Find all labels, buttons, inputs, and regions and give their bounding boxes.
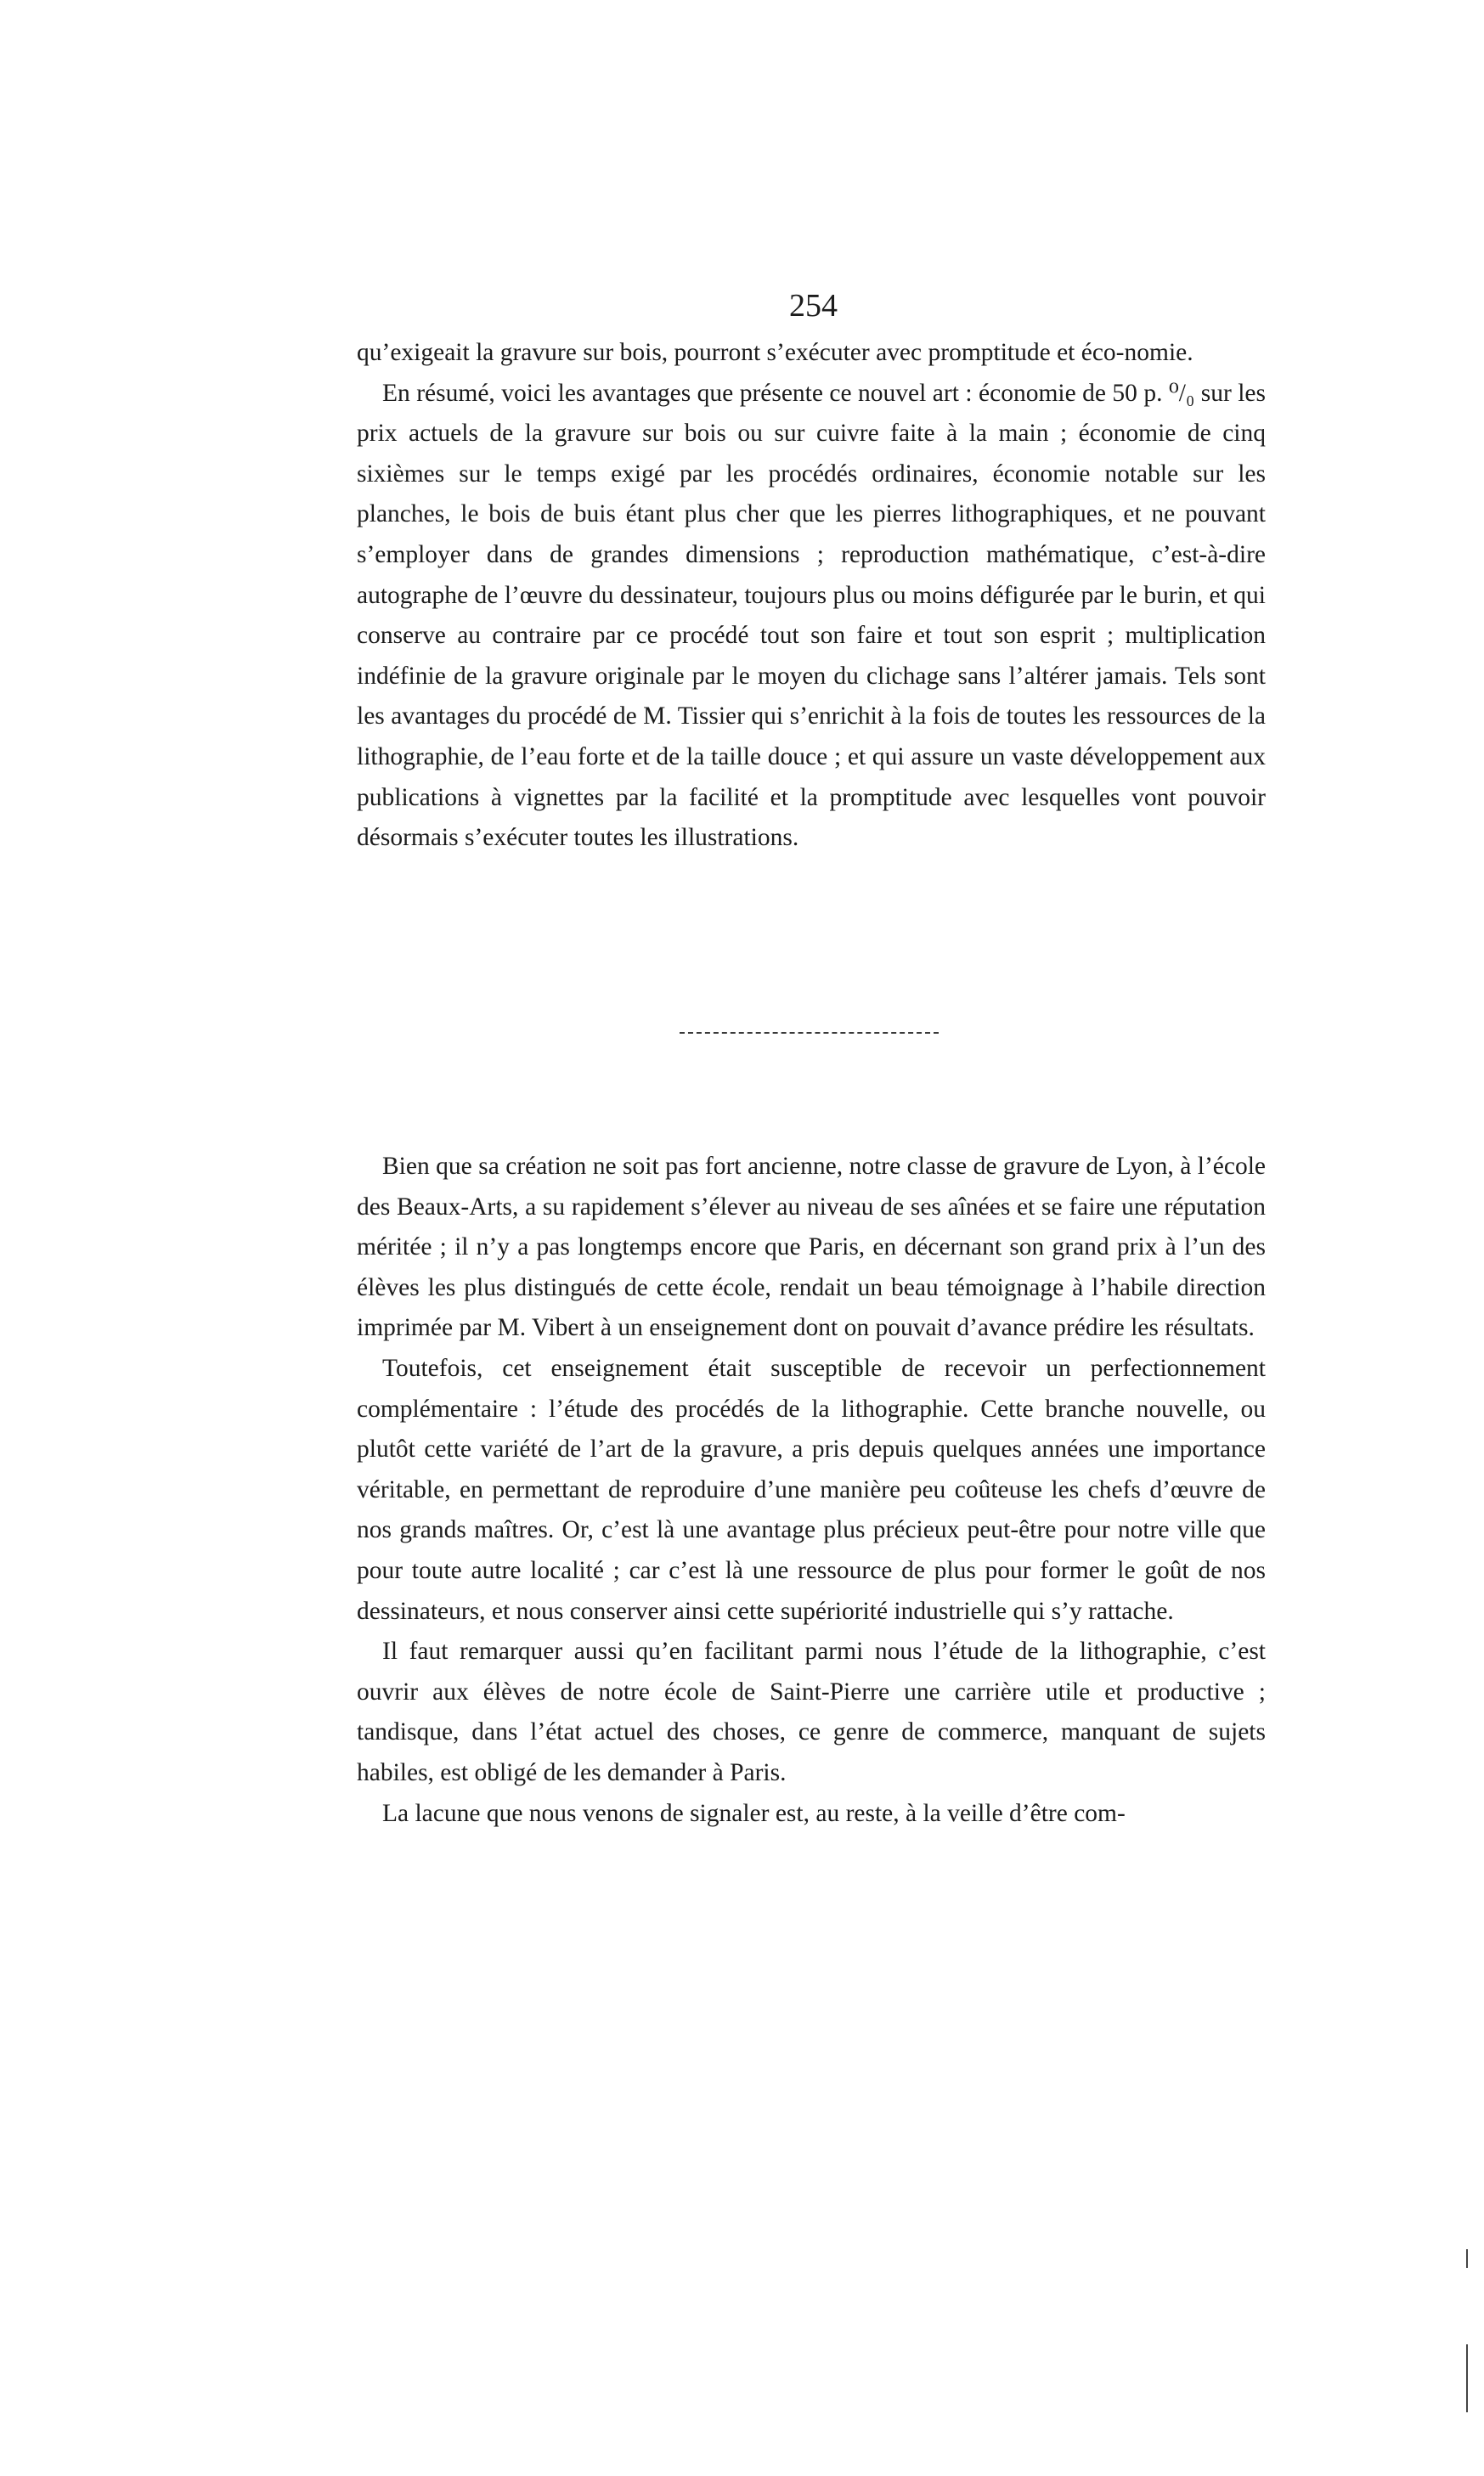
paragraph-classe-gravure: Bien que sa création ne soit pas fort ancienne, notre classe de gravure de Lyon, à l’école des Beaux-Arts, a su rapidement s’élever au niveau de ses aînées et se faire une réputation méritée ; il n’y a pas longtemps encore que Paris, en décernant son grand prix à l’un des élèves les plus distingués de cette école, rendait un beau témoignage à l’habile direction imprimée par M. Vibert à un enseignement dont on pouvait d’avance prédire les résultats. — [357, 1153, 1266, 1342]
paragraph-toutefois: Toutefois, cet enseignement était susceptible de recevoir un perfectionnement complémentaire : l’étude des procédés de la lithographie. Cette branche nouvelle, ou plutôt cette variété de l’art de la gravure, a pris depuis quelques années une importance véritable, en permettant de reproduire d’une manière peu coûteuse les chefs d’œuvre de nos grands maîtres. Or, c’est là une avantage plus précieux peut-être pour notre ville que pour toute autre localité ; car c’est là une ressource de plus pour former le goût de nos dessinateurs, et nous conserver ainsi cette supériorité industrielle qui s’y rattache. — [357, 1354, 1266, 1625]
scan-margin-mark — [1466, 2344, 1468, 2412]
scan-margin-mark — [1466, 2249, 1468, 2268]
paragraph-il-faut: Il faut remarquer aussi qu’en facilitant parmi nous l’étude de la lithographie, c’est ouvrir aux élèves de notre école de Saint-Pierre une carrière utile et productive ; tandisque, dans l’état actuel des choses, ce genre de commerce, manquant de sujets habiles, est obligé de les demander à Paris. — [357, 1638, 1266, 1786]
text-block-bottom — [357, 1147, 1266, 1834]
page-number: 254 — [789, 288, 838, 324]
paragraph-continuation: qu’exigeait la gravure sur bois, pourront s’exécuter avec promptitude et éco-nomie. — [357, 339, 1193, 366]
paragraph-la-lacune: La lacune que nous venons de signaler est, au reste, à la veille d’être com- — [382, 1799, 1126, 1827]
section-divider — [680, 1032, 939, 1034]
paragraph-resume: En résumé, voici les avantages que présente ce nouvel art : économie de 50 p. ⁰/₀ sur les prix actuels de la gravure sur bois ou sur cuivre faite à la main ; économie de cinq sixièmes sur le temps exigé par les procédés ordinaires, économie notable sur les planches, le bois de buis étant plus cher que les pierres lithographiques, et ne pouvant s’employer dans de grandes dimensions ; reproduction mathématique, c’est-à-dire autographe de l’œuvre du dessinateur, toujours plus ou moins défigurée par le burin, et qui conserve au contraire par ce procédé tout son faire et tout son esprit ; multiplication indéfinie de la gravure originale par le moyen du clichage sans l’altérer jamais. Tels sont les avantages du procédé de M. Tissier qui s’enrichit à la fois de toutes les ressources de la lithographie, de l’eau forte et de la taille douce ; et qui assure un vaste développement aux publications à vignettes par la facilité et la promptitude avec lesquelles vont pouvoir désormais s’exécuter toutes les illustrations. — [357, 379, 1266, 852]
text-block-top — [357, 333, 1266, 859]
